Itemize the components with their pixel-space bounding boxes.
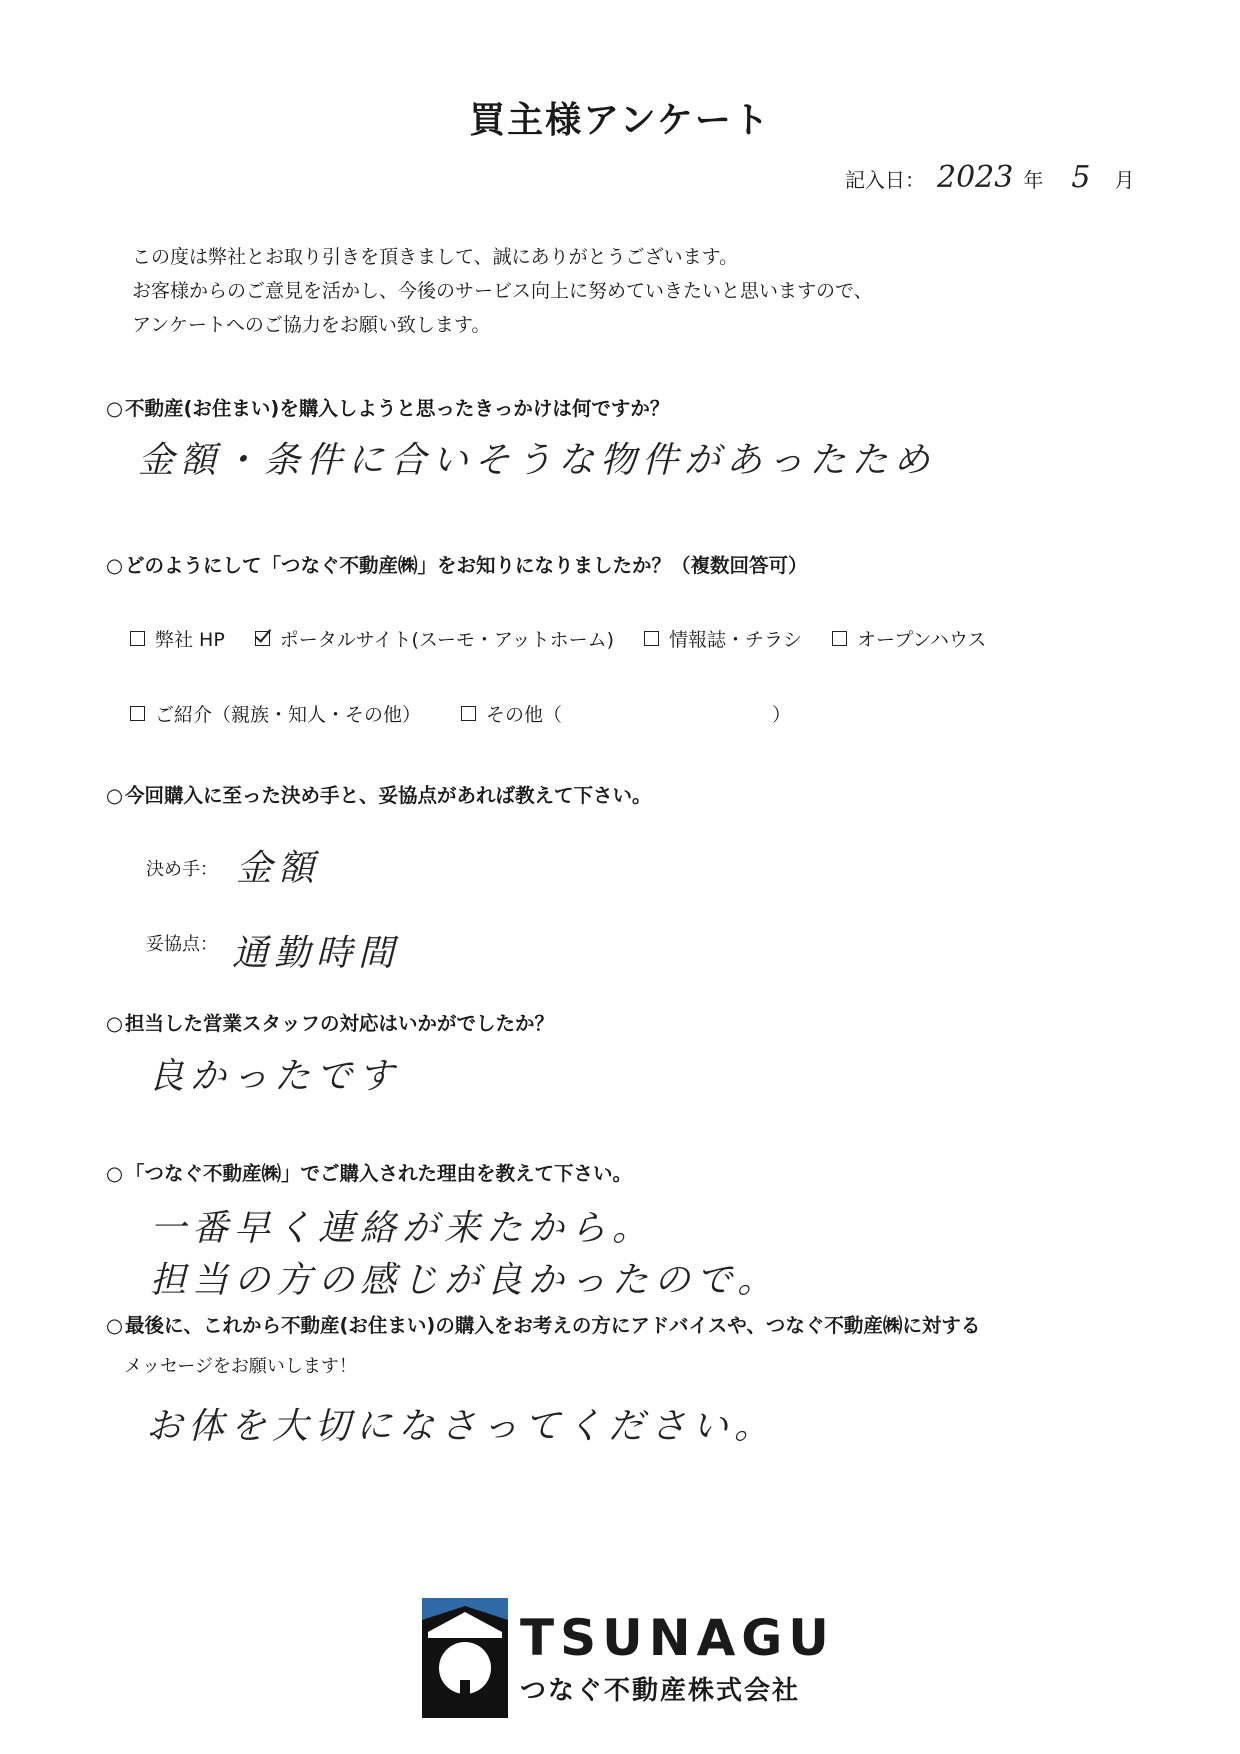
checkbox[interactable] [130, 706, 145, 721]
bullet-circle: ○ [106, 397, 124, 420]
date-year-unit: 年 [1023, 168, 1044, 192]
options-row-2 [130, 700, 821, 727]
other-close: ） [772, 704, 792, 726]
answer-1: 金額・条件に合いそうな物件があったため [138, 440, 936, 481]
page-title: 買主様アンケート [469, 100, 771, 141]
intro-line: この度は弊社とお取り引きを頂きまして、誠にありがとうございます。 [132, 246, 739, 268]
question-2 [106, 550, 808, 578]
bullet-circle: ○ [106, 1314, 124, 1337]
logo-name-en: TSUNAGU [520, 1608, 835, 1667]
company-logo [422, 1598, 835, 1718]
deciding-answer: 金額 [236, 848, 321, 889]
question-3-text: 今回購入に至った決め手と、妥協点があれば教えて下さい。 [125, 784, 652, 807]
date-label: 記入日： [845, 168, 925, 192]
checkbox-checked[interactable] [255, 631, 270, 646]
option-open-house[interactable] [832, 625, 986, 652]
bullet-circle: ○ [106, 1162, 124, 1185]
date-year: 2023 [937, 160, 1014, 195]
option-portal-site[interactable] [255, 625, 614, 652]
intro-line: アンケートへのご協力をお願い致します。 [132, 314, 491, 336]
checkbox[interactable] [832, 631, 847, 646]
answer-4: 良かったです [148, 1056, 401, 1097]
date-month: 5 [1071, 160, 1091, 195]
option-other[interactable] [461, 700, 791, 727]
question-5 [106, 1158, 632, 1186]
question-3 [106, 780, 652, 808]
options-row-1 [130, 625, 1016, 652]
bullet-circle: ○ [106, 1012, 124, 1035]
answer-5-line-2: 担当の方の感じが良かったので。 [150, 1260, 780, 1301]
option-label: ポータルサイト(スーモ・アットホーム) [279, 629, 615, 651]
option-label: その他（ [486, 704, 563, 726]
question-6 [106, 1310, 980, 1338]
question-4-text: 担当した営業スタッフの対応はいかがでしたか？ [125, 1012, 555, 1035]
intro-line: お客様からのご意見を活かし、今後のサービス向上に努めていきたいと思いますので、 [132, 280, 873, 302]
option-company-hp[interactable] [130, 625, 225, 652]
bullet-circle: ○ [106, 554, 124, 577]
date-month-unit: 月 [1114, 168, 1135, 192]
checkbox[interactable] [644, 631, 659, 646]
compromise-answer: 通勤時間 [232, 933, 401, 974]
question-6-text: 最後に、これから不動産(お住まい)の購入をお考えの方にアドバイスや、つなぐ不動産㈱に対する [125, 1314, 981, 1337]
compromise-label: 妥協点： [146, 934, 218, 955]
question-1-text: 不動産(お住まい)を購入しようと思ったきっかけは何ですか？ [125, 397, 670, 420]
logo-mark-icon [422, 1598, 508, 1718]
entry-date [845, 160, 1134, 195]
deciding-label: 決め手： [146, 859, 218, 880]
option-label: 弊社 HP [155, 629, 225, 651]
option-referral[interactable] [130, 700, 421, 727]
option-label: オープンハウス [857, 629, 987, 651]
option-magazine-flyer[interactable] [644, 625, 802, 652]
checkbox[interactable] [130, 631, 145, 646]
option-label: ご紹介（親族・知人・その他） [155, 704, 422, 726]
checkbox[interactable] [461, 706, 476, 721]
question-1 [106, 393, 669, 421]
question-6-cont: メッセージをお願いします！ [124, 1356, 357, 1377]
logo-name-jp: つなぐ不動産株式会社 [520, 1675, 801, 1706]
answer-5-line-1: 一番早く連絡が来たから。 [150, 1208, 655, 1249]
option-label: 情報誌・チラシ [669, 629, 803, 651]
answer-6: お体を大切になさってください。 [146, 1406, 777, 1447]
question-4 [106, 1008, 554, 1036]
logo-text [520, 1610, 835, 1707]
question-2-text: どのようにして「つなぐ不動産㈱」をお知りになりましたか？（複数回答可） [125, 554, 808, 577]
question-5-text: 「つなぐ不動産㈱」でご購入された理由を教えて下さい。 [125, 1162, 633, 1185]
bullet-circle: ○ [106, 784, 124, 807]
intro-text [132, 240, 873, 342]
